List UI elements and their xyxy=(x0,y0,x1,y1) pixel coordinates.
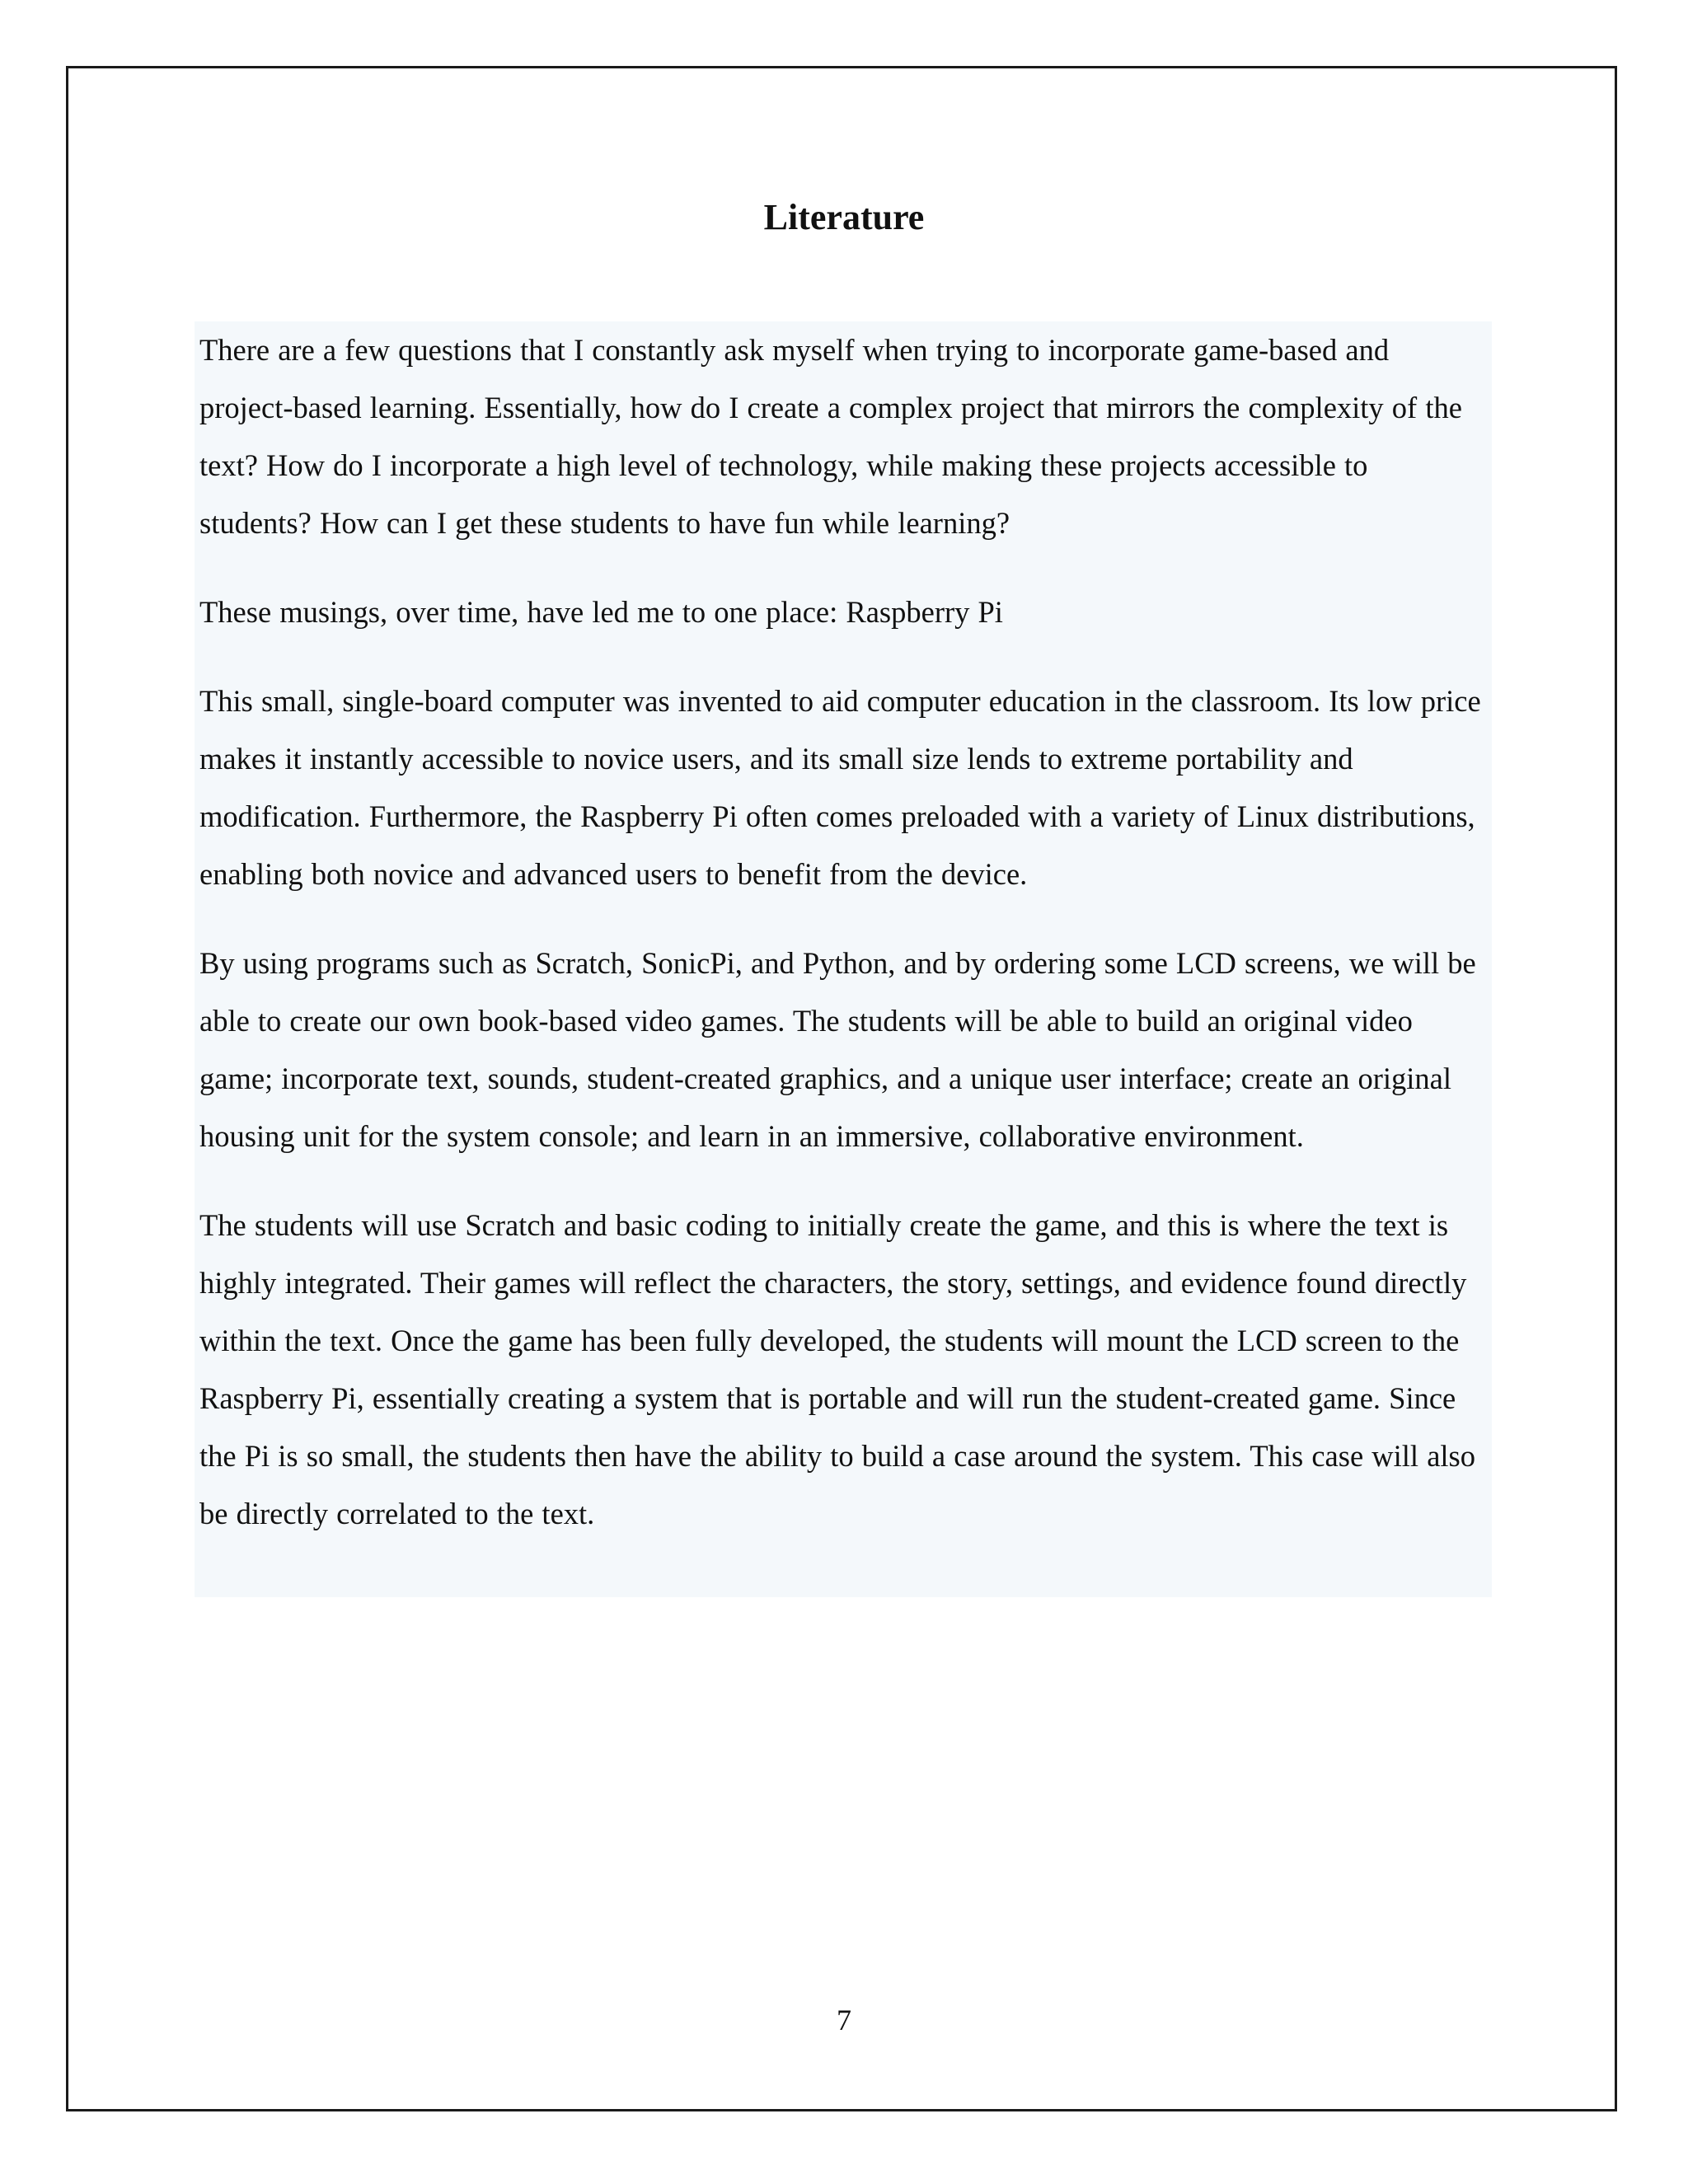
paragraph-3: This small, single-board computer was invented to aid computer education in the classroom. Its low price makes it instantly accessible to novice users, and its small size lends to extreme portability and modification. Furthermore, the Raspberry Pi often comes preloaded with a variety of Linux distributions, enabling both novice and advanced users to benefit from the device. xyxy=(199,684,1481,891)
paragraph-4: By using programs such as Scratch, SonicPi, and Python, and by ordering some LCD screens, we will be able to create our own book-based video games. The students will be able to build an original video game; incorporate text, sounds, student-created graphics, and a unique user interface; create an original housing unit for the system console; and learn in an immersive, collaborative environment. xyxy=(199,946,1476,1153)
body-text-block xyxy=(195,321,1492,1597)
paragraph-2: These musings, over time, have led me to one place: Raspberry Pi xyxy=(199,595,1003,629)
page-number: 7 xyxy=(837,2004,851,2036)
paragraph-1: There are a few questions that I constantly ask myself when trying to incorporate game-based and project-based learning. Essentially, how do I create a complex project that mirrors the complexity of the text? How do I incorporate a high level of technology, while making these projects accessible to students? How can I get these students to have fun while learning? xyxy=(199,333,1462,540)
paragraph-5: The students will use Scratch and basic coding to initially create the game, and this is where the text is highly integrated. Their games will reflect the characters, the story, settings, and evidence found directly within the text. Once the game has been fully developed, the students will mount the LCD screen to the Raspberry Pi, essentially creating a system that is portable and will run the student-created game. Since the Pi is so small, the students then have the ability to build a case around the system. This case will also be directly correlated to the text. xyxy=(199,1208,1475,1530)
page-title: Literature xyxy=(763,197,925,237)
